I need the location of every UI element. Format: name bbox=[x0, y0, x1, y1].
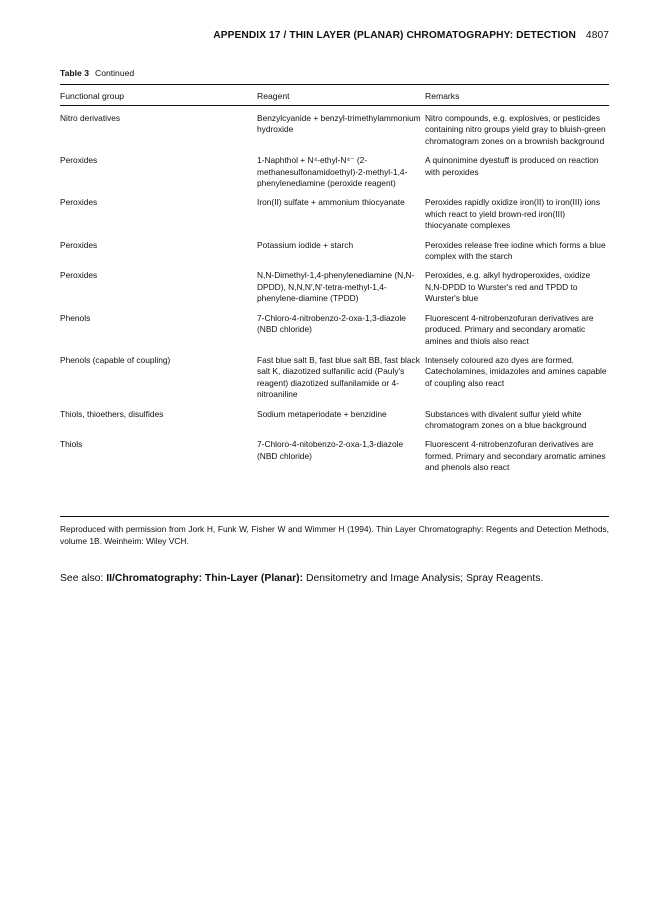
table-row bbox=[60, 409, 609, 440]
see-also-link-section[interactable]: II/Chromatography: Thin-Layer (Planar): bbox=[106, 573, 304, 584]
header-reagent: Reagent bbox=[257, 91, 290, 101]
see-also bbox=[60, 573, 543, 584]
table-row bbox=[60, 439, 609, 481]
cell-remarks: Substances with divalent sulfur yield white chromatogram zones on a blue background bbox=[425, 408, 587, 430]
running-head-title: APPENDIX 17 / THIN LAYER (PLANAR) CHROMATOGRAPHY: DETECTION bbox=[213, 30, 576, 41]
cell-remarks: Nitro compounds, e.g. explosives, or pesticides containing nitro groups yield gray to bluish-green chromatogram zones on a brownish background bbox=[425, 113, 606, 146]
page-number: 4807 bbox=[585, 30, 609, 41]
table-row bbox=[60, 240, 609, 271]
table-row bbox=[60, 355, 609, 409]
cell-reagent: N,N-Dimethyl-1,4-phenylenediamine (N,N-DPDD), N,N,N′,N′-tetra-methyl-1,4-phenylene-diamine (TPDD) bbox=[257, 270, 415, 304]
cell-functional-group: Peroxides bbox=[60, 155, 98, 166]
table-label: Table 3 bbox=[60, 68, 89, 78]
cell-functional-group: Nitro derivatives bbox=[60, 113, 121, 123]
detection-table bbox=[60, 113, 609, 482]
table-row bbox=[60, 113, 609, 155]
header-functional-group: Functional group bbox=[60, 91, 125, 101]
cell-functional-group: Phenols (capable of coupling) bbox=[60, 354, 171, 365]
table-row bbox=[60, 197, 609, 239]
cell-remarks: Peroxides, e.g. alkyl hydroperoxides, oxidize N,N-DPDD to Wurster's red and TPDD to Wurster's blue bbox=[425, 270, 591, 304]
table-row bbox=[60, 313, 609, 355]
cell-reagent: Sodium metaperiodate + benzidine bbox=[257, 408, 387, 419]
table-row bbox=[60, 155, 609, 197]
table-header-rule bbox=[60, 105, 609, 106]
table-continued: Continued bbox=[94, 68, 135, 78]
cell-functional-group: Thiols, thioethers, disulfides bbox=[60, 408, 164, 419]
cell-reagent: Fast blue salt B, fast blue salt BB, fast black salt K, diazotized sulfanilic acid (Pauly's reagent) diazotized sulfanilamide or 4-nitroaniline bbox=[257, 354, 420, 400]
cell-functional-group: Thiols bbox=[60, 439, 83, 450]
cell-remarks: A quinonimine dyestuff is produced on reaction with peroxides bbox=[425, 155, 599, 177]
cell-reagent: Iron(II) sulfate + ammonium thiocyanate bbox=[257, 197, 405, 208]
cell-remarks: Peroxides release free iodine which forms a blue complex with the starch bbox=[425, 239, 606, 262]
cell-reagent: Potassium iodide + starch bbox=[257, 239, 354, 250]
cell-remarks: Fluorescent 4-nitrobenzofuran derivatives are produced. Primary and secondary aromatic amines and thiols also react bbox=[425, 312, 594, 346]
table-source-note: Reproduced with permission from Jork H, Funk W, Fisher W and Wimmer H (1994). Thin Layer Chromatography: Regents and Detection Methods, volume 1B. Weinheim: Wiley VCH. bbox=[60, 524, 609, 546]
cell-functional-group: Peroxides bbox=[60, 239, 98, 250]
cell-reagent: 1-Naphthol + N⁴-ethyl-N⁴⁻ (2-methanesulfonamidoethyl)-2-methyl-1,4-phenylenediamine (peroxide reagent) bbox=[257, 155, 408, 189]
cell-reagent: 7-Chloro-4-nitrobenzo-2-oxa-1,3-diazole (NBD chloride) bbox=[257, 312, 406, 335]
header-remarks: Remarks bbox=[425, 91, 460, 101]
table-bottom-rule bbox=[60, 516, 609, 517]
cell-functional-group: Peroxides bbox=[60, 197, 98, 208]
cell-remarks: Fluorescent 4-nitrobenzofuran derivatives are formed. Primary and secondary aromatic amines and phenols also react bbox=[425, 439, 606, 473]
table-caption bbox=[60, 68, 134, 78]
running-head bbox=[60, 30, 609, 41]
cell-functional-group: Peroxides bbox=[60, 270, 98, 281]
cell-remarks: Peroxides rapidly oxidize iron(II) to iron(III) ions which react to yield brown-red iron(III) thiocyanate complexes bbox=[425, 197, 601, 231]
table-top-rule bbox=[60, 84, 609, 85]
table-row bbox=[60, 270, 609, 312]
cell-reagent: 7-Chloro-4-nitobenzo-2-oxa-1,3-diazole (NBD chloride) bbox=[257, 439, 404, 461]
cell-reagent: Benzylcyanide + benzyl-trimethylammonium hydroxide bbox=[257, 113, 421, 135]
cell-remarks: Intensely coloured azo dyes are formed. Catecholamines, imidazoles and amines capable of coupling also react bbox=[425, 354, 607, 388]
see-also-prefix: See also: bbox=[60, 573, 104, 584]
cell-functional-group: Phenols bbox=[60, 312, 91, 323]
see-also-topics[interactable]: Densitometry and Image Analysis; Spray Reagents. bbox=[305, 573, 544, 584]
